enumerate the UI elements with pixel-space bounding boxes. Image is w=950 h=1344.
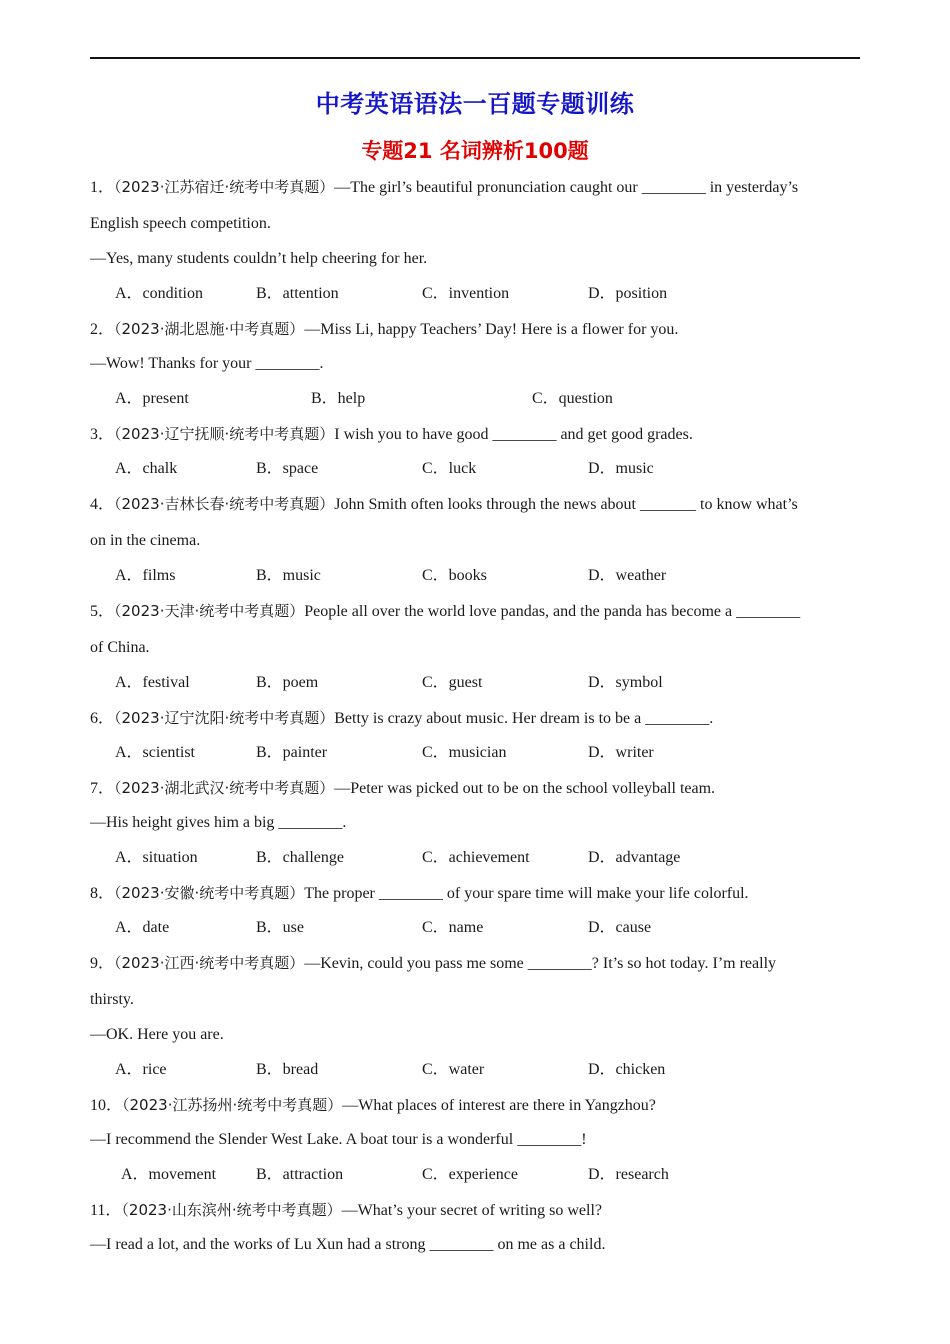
header-rule [90, 57, 860, 59]
question-source: （2023·湖北恩施·中考真题） [114, 320, 305, 338]
question-stem: John Smith often looks through the news about _______ to know what’s [334, 496, 798, 513]
question-2 [90, 319, 860, 340]
question-number: 7． [90, 780, 115, 797]
question-source: （2023·山东滨州·统考中考真题） [121, 1201, 342, 1219]
question-stem-continued: English speech competition. [90, 215, 271, 232]
question-stem: —Kevin, could you pass me some ________? It’s so hot today. I’m really [304, 955, 777, 972]
option-a[interactable]: A．films [115, 567, 176, 584]
option-c[interactable]: C．achievement [422, 849, 530, 866]
question-number: 4． [90, 496, 115, 513]
option-c[interactable]: C．musician [422, 744, 507, 761]
question-1 [90, 177, 860, 198]
option-c[interactable]: C．experience [422, 1166, 518, 1183]
option-c[interactable]: C．luck [422, 460, 477, 477]
question-9 [90, 953, 860, 974]
page-title: 中考英语语法一百题专题训练 [315, 90, 635, 118]
option-b[interactable]: B．space [256, 460, 319, 477]
question-number: 10． [90, 1097, 123, 1114]
option-c[interactable]: C．books [422, 567, 487, 584]
question-source: （2023·湖北武汉·统考中考真题） [114, 779, 335, 797]
question-source: （2023·江苏宿迁·统考中考真题） [114, 178, 335, 196]
option-c[interactable]: C．invention [422, 285, 510, 302]
question-stem-continued: thirsty. [90, 991, 134, 1008]
option-b[interactable]: B．music [256, 567, 321, 584]
option-a[interactable]: A．scientist [115, 744, 195, 761]
question-stem: —The girl’s beautiful pronunciation caught our ________ in yesterday’s [334, 179, 799, 196]
option-b[interactable]: B．help [311, 390, 366, 407]
question-source: （2023·辽宁沈阳·统考中考真题） [114, 709, 335, 727]
question-reply: —Wow! Thanks for your ________. [90, 355, 324, 372]
option-b[interactable]: B．attraction [256, 1166, 344, 1183]
question-stem: The proper ________ of your spare time will make your life colorful. [304, 885, 749, 902]
question-stem: —What places of interest are there in Yangzhou? [342, 1097, 656, 1114]
question-reply: —I read a lot, and the works of Lu Xun had a strong ________ on me as a child. [90, 1236, 606, 1253]
question-11 [90, 1200, 860, 1221]
question-number: 5． [90, 603, 115, 620]
question-reply: —Yes, many students couldn’t help cheering for her. [90, 250, 428, 267]
question-source: （2023·辽宁抚顺·统考中考真题） [114, 425, 335, 443]
option-d[interactable]: D．advantage [588, 849, 681, 866]
question-stem: —Peter was picked out to be on the school volleyball team. [334, 780, 716, 797]
question-5 [90, 601, 860, 622]
question-7 [90, 778, 860, 799]
option-c[interactable]: C．question [532, 390, 613, 407]
option-d[interactable]: D．weather [588, 567, 667, 584]
question-stem: I wish you to have good ________ and get good grades. [334, 426, 693, 443]
question-number: 8． [90, 885, 115, 902]
question-number: 6． [90, 710, 115, 727]
option-c[interactable]: C．guest [422, 674, 483, 691]
option-b[interactable]: B．use [256, 919, 305, 936]
question-stem-continued: on in the cinema. [90, 532, 201, 549]
question-source: （2023·江西·统考中考真题） [114, 954, 305, 972]
question-number: 1． [90, 179, 115, 196]
question-stem: —What’s your secret of writing so well? [341, 1202, 603, 1219]
option-a[interactable]: A．rice [115, 1061, 167, 1078]
question-reply: —I recommend the Slender West Lake. A boat tour is a wonderful ________! [90, 1131, 587, 1148]
option-d[interactable]: D．music [588, 460, 654, 477]
question-number: 11． [90, 1202, 122, 1219]
question-source: （2023·江苏扬州·统考中考真题） [122, 1096, 343, 1114]
option-d[interactable]: D．position [588, 285, 668, 302]
option-a[interactable]: A．present [115, 390, 189, 407]
question-source: （2023·天津·统考中考真题） [114, 602, 305, 620]
question-stem: People all over the world love pandas, and the panda has become a ________ [304, 603, 801, 620]
question-number: 9． [90, 955, 115, 972]
option-b[interactable]: B．bread [256, 1061, 319, 1078]
option-b[interactable]: B．poem [256, 674, 319, 691]
option-d[interactable]: D．research [588, 1166, 669, 1183]
option-d[interactable]: D．chicken [588, 1061, 666, 1078]
option-c[interactable]: C．water [422, 1061, 485, 1078]
question-stem: —Miss Li, happy Teachers’ Day! Here is a flower for you. [304, 321, 679, 338]
question-reply: —His height gives him a big ________. [90, 814, 347, 831]
option-a[interactable]: A．condition [115, 285, 203, 302]
option-a[interactable]: A．festival [115, 674, 190, 691]
page-subtitle: 专题21 名词辨析100题 [361, 139, 589, 163]
option-c[interactable]: C．name [422, 919, 484, 936]
option-a[interactable]: A．chalk [115, 460, 178, 477]
question-stem-continued: of China. [90, 639, 150, 656]
question-number: 3． [90, 426, 115, 443]
option-d[interactable]: D．cause [588, 919, 652, 936]
option-a[interactable]: A．date [115, 919, 170, 936]
option-a[interactable]: A．movement [121, 1166, 217, 1183]
question-6 [90, 708, 860, 729]
question-10 [90, 1095, 860, 1116]
question-source: （2023·吉林长春·统考中考真题） [114, 495, 335, 513]
option-a[interactable]: A．situation [115, 849, 198, 866]
option-d[interactable]: D．writer [588, 744, 654, 761]
question-source: （2023·安徽·统考中考真题） [114, 884, 305, 902]
question-number: 2． [90, 321, 115, 338]
question-4 [90, 494, 860, 515]
option-d[interactable]: D．symbol [588, 674, 663, 691]
option-b[interactable]: B．attention [256, 285, 339, 302]
question-8 [90, 883, 860, 904]
question-3 [90, 424, 860, 445]
option-b[interactable]: B．painter [256, 744, 328, 761]
option-b[interactable]: B．challenge [256, 849, 344, 866]
question-stem: Betty is crazy about music. Her dream is to be a ________. [334, 710, 714, 727]
question-reply: —OK. Here you are. [90, 1026, 224, 1043]
